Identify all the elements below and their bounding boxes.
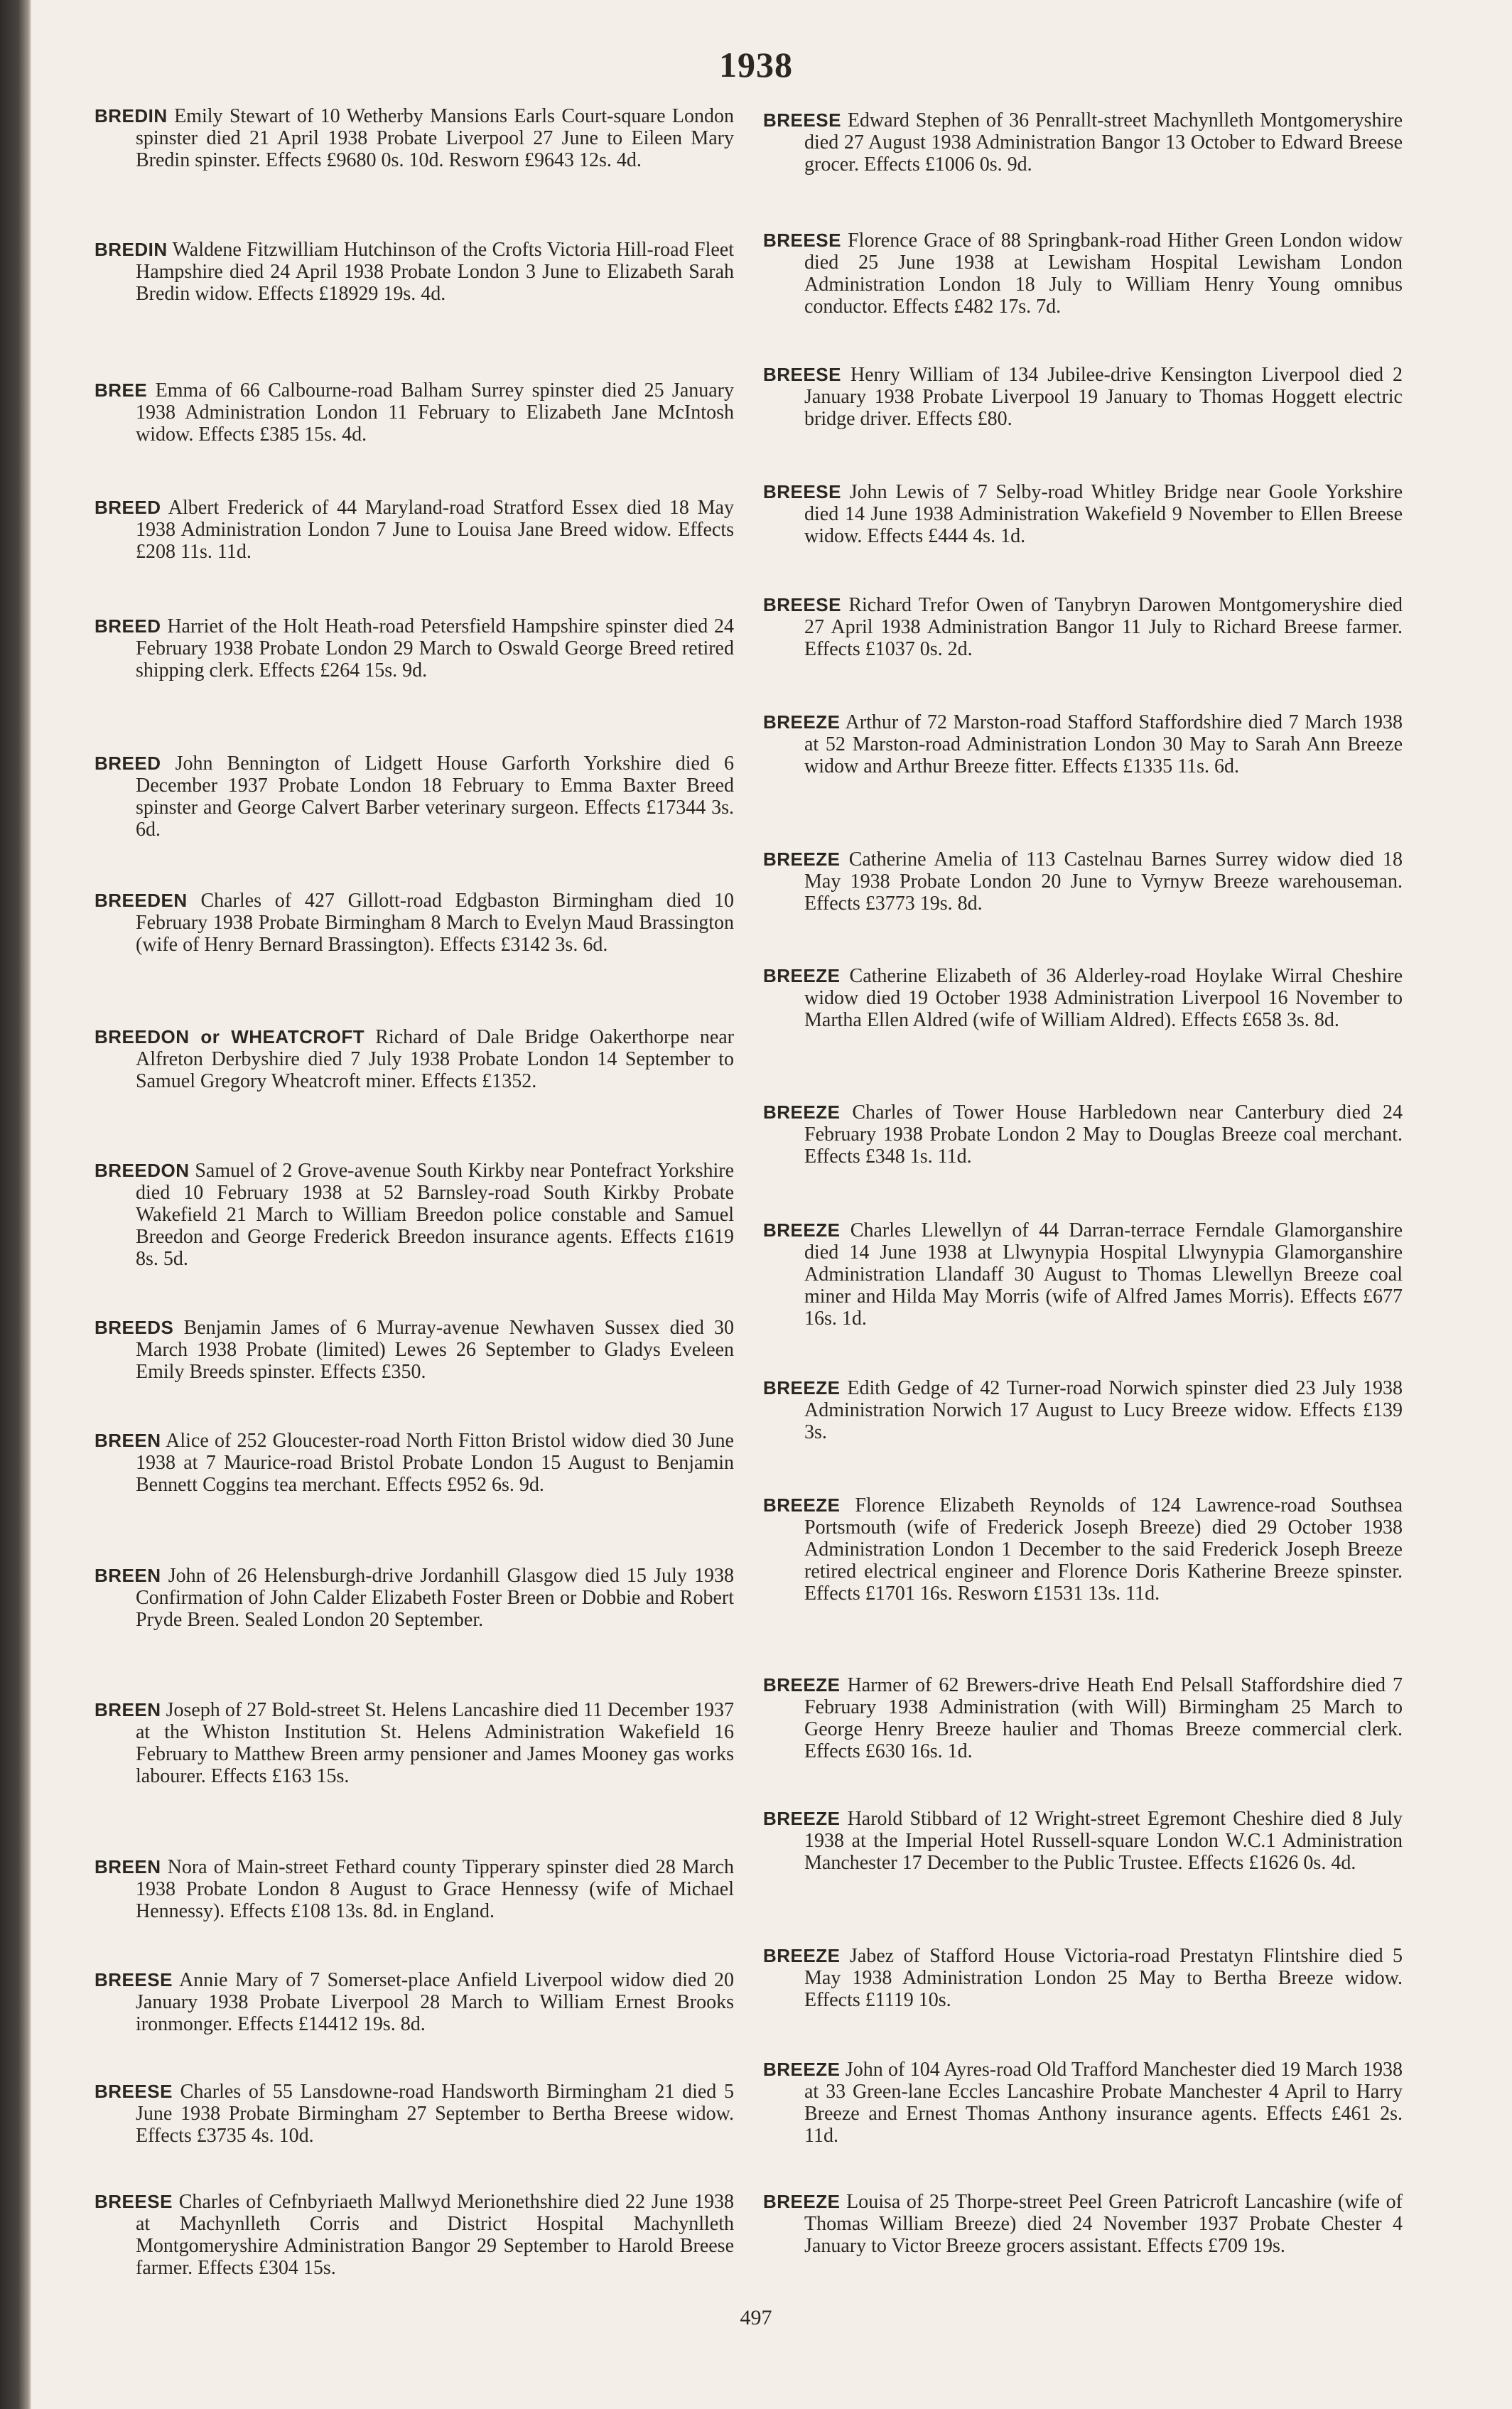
register-entry <box>94 1565 734 1631</box>
entry-text: John of 26 Helensburgh-drive Jordanhill Glasgow died 15 July 1938 Confirmation of John Calder Elizabeth Foster Breen or Dobbie and Robert Pryde Breen. Sealed London 20 September. <box>136 1565 735 1631</box>
register-entry <box>94 1430 734 1496</box>
register-entry <box>94 890 734 956</box>
register-entry <box>94 615 734 681</box>
page-number: 497 <box>740 2306 772 2329</box>
entry-surname: BREEZE <box>763 1674 841 1696</box>
entry-surname: BREEN <box>94 1856 161 1877</box>
entry-surname: BREEZE <box>763 1377 841 1398</box>
entry-surname: BREEDON or WHEATCROFT <box>94 1026 365 1047</box>
entry-text: Florence Elizabeth Reynolds of 124 Lawrence-road Southsea Portsmouth (wife of Frederick Joseph Breeze) died 29 October 1938 Administration London 1 December to the said Frederick Joseph Breeze retired electrical engineer and Florence Doris Katherine Breeze spinster. Effects £1701 16s. Resworn £1531 13s. 11d. <box>804 1494 1403 1605</box>
register-entry <box>94 753 734 841</box>
entry-surname: BREESE <box>763 594 841 615</box>
entry-text: Henry William of 134 Jubilee-drive Kensington Liverpool died 2 January 1938 Probate Liverpool 19 January to Thomas Hoggett electric bridge driver. Effects £80. <box>804 364 1403 430</box>
entry-text: Harriet of the Holt Heath-road Petersfield Hampshire spinster died 24 February 1938 Probate London 29 March to Oswald George Breed retired shipping clerk. Effects £264 15s. 9d. <box>136 615 734 681</box>
register-entry <box>763 1674 1403 1762</box>
entry-text: Arthur of 72 Marston-road Stafford Staffordshire died 7 March 1938 at 52 Marston-road Administration London 30 May to Sarah Ann Breeze widow and Arthur Breeze fitter. Effects £1335 11s. 6d. <box>804 711 1403 777</box>
entry-surname: BREEZE <box>763 965 841 986</box>
entry-surname: BREESE <box>763 481 841 502</box>
entry-text: Emma of 66 Calbourne-road Balham Surrey spinster died 25 January 1938 Administration London 11 February to Elizabeth Jane McIntosh widow. Effects £385 15s. 4d. <box>136 379 735 446</box>
register-entry <box>94 1160 734 1270</box>
entry-surname: BREEZE <box>763 711 841 733</box>
entry-text: Catherine Amelia of 113 Castelnau Barnes Surrey widow died 18 May 1938 Probate London 20 June to Vyrnyw Breeze warehouseman. Effects £3773 19s. 8d. <box>804 848 1403 915</box>
entry-surname: BREEZE <box>763 1945 841 1966</box>
register-entry <box>94 1856 734 1922</box>
entry-surname: BREDIN <box>94 239 168 260</box>
register-entry <box>763 109 1403 176</box>
entry-text: Catherine Elizabeth of 36 Alderley-road Hoylake Wirral Cheshire widow died 19 October 1938 Administration Liverpool 16 November to Martha Ellen Aldred (wife of William Aldred). Effects £658 3s. 8d. <box>804 965 1403 1031</box>
entry-text: Joseph of 27 Bold-street St. Helens Lancashire died 11 December 1937 at the Whiston Institution St. Helens Administration Wakefield 16 February to Matthew Breen army pensioner and James Mooney gas works labourer. Effects £163 15s. <box>136 1699 734 1787</box>
entry-text: John Lewis of 7 Selby-road Whitley Bridge near Goole Yorkshire died 14 June 1938 Administration Wakefield 9 November to Ellen Breese widow. Effects £444 4s. 1d. <box>804 481 1403 547</box>
entry-text: Harold Stibbard of 12 Wright-street Egremont Cheshire died 8 July 1938 at the Imperial Hotel Russell-square London W.C.1 Administration Manchester 17 December to the Public Trustee. Effects £1626 0s. 4d. <box>804 1808 1403 1874</box>
entry-surname: BREEZE <box>763 1101 841 1123</box>
register-entry <box>94 1026 734 1092</box>
register-entry <box>763 1219 1403 1330</box>
entry-surname: BREESE <box>763 230 841 251</box>
entry-surname: BREEZE <box>763 848 841 870</box>
entry-text: Charles of 427 Gillott-road Edgbaston Birmingham died 10 February 1938 Probate Birmingham 8 March to Evelyn Maud Brassington (wife of Henry Bernard Brassington). Effects £3142 3s. 6d. <box>136 890 734 956</box>
entry-text: Richard of Dale Bridge Oakerthorpe near Alfreton Derbyshire died 7 July 1938 Probate London 14 September to Samuel Gregory Wheatcroft miner. Effects £1352. <box>136 1026 735 1092</box>
entry-surname: BREED <box>94 753 161 774</box>
entry-text: Emily Stewart of 10 Wetherby Mansions Earls Court-square London spinster died 21 April 1938 Probate Liverpool 27 June to Eileen Mary Bredin spinster. Effects £9680 0s. 10d. Resworn £9643 12s. 4d. <box>136 105 735 171</box>
register-entry <box>94 2081 734 2147</box>
entry-surname: BREEDON <box>94 1160 190 1181</box>
entry-text: Samuel of 2 Grove-avenue South Kirkby near Pontefract Yorkshire died 10 February 1938 at 52 Barnsley-road South Kirkby Probate Wakefield 21 March to William Breedon police constable and Samuel Breedon and George Frederick Breedon insurance agents. Effects £1619 8s. 5d. <box>136 1160 734 1270</box>
entry-text: Charles of Tower House Harbledown near Canterbury died 24 February 1938 Probate London 2 May to Douglas Breeze coal merchant. Effects £348 1s. 11d. <box>804 1101 1403 1168</box>
register-entry <box>94 379 734 446</box>
entry-surname: BREEDS <box>94 1317 174 1338</box>
entry-surname: BREEZE <box>763 1494 841 1516</box>
entry-surname: BREESE <box>763 109 841 131</box>
register-entry <box>763 1494 1403 1605</box>
entry-text: Richard Trefor Owen of Tanybryn Darowen Montgomeryshire died 27 April 1938 Administration Bangor 11 July to Richard Breese farmer. Effects £1037 0s. 2d. <box>804 594 1403 660</box>
register-entry <box>763 965 1403 1031</box>
entry-surname: BREEZE <box>763 2059 841 2080</box>
entry-text: Alice of 252 Gloucester-road North Fitton Bristol widow died 30 June 1938 at 7 Maurice-road Bristol Probate London 15 August to Benjamin Bennett Coggins tea merchant. Effects £952 6s. 9d. <box>136 1430 734 1496</box>
register-entry <box>763 2191 1403 2257</box>
register-entry <box>94 497 734 563</box>
register-entry <box>763 594 1403 660</box>
entry-surname: BREESE <box>763 364 841 385</box>
register-entry <box>763 1377 1403 1443</box>
entry-text: Nora of Main-street Fethard county Tipperary spinster died 28 March 1938 Probate London 8 August to Grace Hennessy (wife of Michael Hennessy). Effects £108 13s. 8d. in England. <box>136 1856 734 1922</box>
register-entry <box>763 1101 1403 1168</box>
entry-surname: BREESE <box>94 2191 173 2212</box>
entry-surname: BREEN <box>94 1699 161 1720</box>
register-entry <box>763 481 1403 547</box>
register-entry <box>94 239 734 305</box>
register-entry <box>763 848 1403 915</box>
entry-text: Louisa of 25 Thorpe-street Peel Green Patricroft Lancashire (wife of Thomas William Breeze) died 24 November 1937 Probate Chester 4 January to Victor Breeze grocers assistant. Effects £709 19s. <box>804 2191 1403 2257</box>
page-year-heading: 1938 <box>719 45 793 85</box>
entry-text: Charles Llewellyn of 44 Darran-terrace Ferndale Glamorganshire died 14 June 1938 at Llwynypia Hospital Llwynypia Glamorganshire Administration Llandaff 30 August to Thomas Llewellyn Breeze coal miner and Hilda May Morris (wife of Alfred James Morris). Effects £677 16s. 1d. <box>804 1219 1403 1330</box>
entry-text: Jabez of Stafford House Victoria-road Prestatyn Flintshire died 5 May 1938 Administration London 25 May to Bertha Breeze widow. Effects £1119 10s. <box>804 1945 1403 2011</box>
entry-text: Edith Gedge of 42 Turner-road Norwich spinster died 23 July 1938 Administration Norwich 17 August to Lucy Breeze widow. Effects £139 3s. <box>804 1377 1403 1443</box>
entry-surname: BREED <box>94 497 161 518</box>
register-entry <box>763 1808 1403 1874</box>
register-entry <box>763 364 1403 430</box>
entry-text: Florence Grace of 88 Springbank-road Hither Green London widow died 25 June 1938 at Lewisham Hospital Lewisham London Administration London 18 July to William Henry Young omnibus conductor. Effects £482 17s. 7d. <box>804 230 1403 318</box>
register-entry <box>94 1969 734 2035</box>
entry-text: Charles of Cefnbyriaeth Mallwyd Merionethshire died 22 June 1938 at Machynlleth Corris and District Hospital Machynlleth Montgomeryshire Administration Bangor 29 September to Harold Breese farmer. Effects £304 15s. <box>136 2191 735 2279</box>
entry-text: Albert Frederick of 44 Maryland-road Stratford Essex died 18 May 1938 Administration London 7 June to Louisa Jane Breed widow. Effects £208 11s. 11d. <box>136 497 734 563</box>
entry-text: Waldene Fitzwilliam Hutchinson of the Crofts Victoria Hill-road Fleet Hampshire died 24 April 1938 Probate London 3 June to Elizabeth Sarah Bredin widow. Effects £18929 19s. 4d. <box>136 239 734 305</box>
register-entry <box>94 1317 734 1383</box>
register-entry <box>94 2191 734 2279</box>
entry-text: John of 104 Ayres-road Old Trafford Manchester died 19 March 1938 at 33 Green-lane Eccles Lancashire Probate Manchester 4 April to Harry Breeze and Ernest Thomas Anthony insurance agents. Effects £461 2s. 11d. <box>804 2059 1403 2147</box>
register-entry <box>94 105 734 171</box>
entry-surname: BREEZE <box>763 2191 841 2212</box>
entry-surname: BREEZE <box>763 1808 841 1829</box>
entry-text: Harmer of 62 Brewers-drive Heath End Pelsall Staffordshire died 7 February 1938 Administration (with Will) Birmingham 25 March to George Henry Breeze haulier and Thomas Breeze commercial clerk. Effects £630 16s. 1d. <box>804 1674 1403 1762</box>
entry-text: Charles of 55 Lansdowne-road Handsworth Birmingham 21 died 5 June 1938 Probate Birmingham 27 September to Bertha Breese widow. Effects £3735 4s. 10d. <box>136 2081 734 2147</box>
entry-surname: BREEN <box>94 1430 161 1451</box>
entry-surname: BREDIN <box>94 105 168 126</box>
entry-surname: BREEDEN <box>94 890 188 911</box>
entry-surname: BREESE <box>94 2081 173 2102</box>
entry-surname: BREED <box>94 615 161 637</box>
entry-text: Edward Stephen of 36 Penrallt-street Machynlleth Montgomeryshire died 27 August 1938 Administration Bangor 13 October to Edward Breese grocer. Effects £1006 0s. 9d. <box>804 109 1403 176</box>
entry-surname: BREEN <box>94 1565 161 1586</box>
register-entry <box>763 2059 1403 2147</box>
binding-edge <box>0 0 31 2409</box>
register-entry <box>94 1699 734 1787</box>
entry-text: John Bennington of Lidgett House Garforth Yorkshire died 6 December 1937 Probate London 18 February to Emma Baxter Breed spinster and George Calvert Barber veterinary surgeon. Effects £17344 3s. 6d. <box>136 753 735 841</box>
entry-surname: BREEZE <box>763 1219 841 1241</box>
register-entry <box>763 1945 1403 2011</box>
register-entry <box>763 230 1403 318</box>
register-entry <box>763 711 1403 777</box>
entry-surname: BREESE <box>94 1969 173 1990</box>
entry-surname: BREE <box>94 379 148 401</box>
entry-text: Annie Mary of 7 Somerset-place Anfield Liverpool widow died 20 January 1938 Probate Liverpool 28 March to William Ernest Brooks ironmonger. Effects £14412 19s. 8d. <box>136 1969 734 2035</box>
entry-text: Benjamin James of 6 Murray-avenue Newhaven Sussex died 30 March 1938 Probate (limited) Lewes 26 September to Gladys Eveleen Emily Breeds spinster. Effects £350. <box>136 1317 735 1383</box>
